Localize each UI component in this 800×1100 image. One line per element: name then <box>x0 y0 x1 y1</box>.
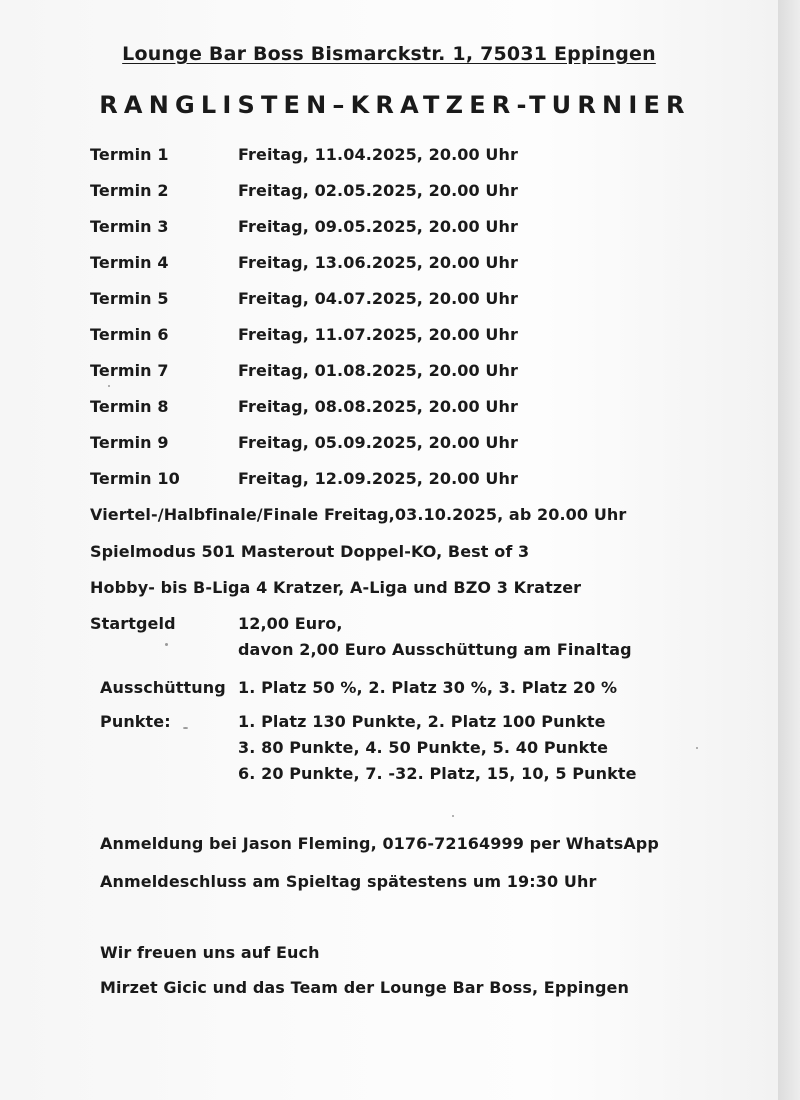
paper-edge <box>778 0 800 1100</box>
registration-line: Anmeldung bei Jason Fleming, 0176-72164999 per WhatsApp <box>100 834 659 853</box>
schedule-label: Termin 4 <box>90 253 169 272</box>
schedule-label: Termin 7 <box>90 361 169 380</box>
paper-speck <box>452 815 454 817</box>
paper-speck <box>165 643 168 646</box>
points-line: 6. 20 Punkte, 7. -32. Platz, 15, 10, 5 Punkte <box>238 764 637 783</box>
schedule-row <box>0 433 778 457</box>
finals-line: Viertel-/Halbfinale/Finale Freitag,03.10.2025, ab 20.00 Uhr <box>90 505 627 524</box>
payout-value: 1. Platz 50 %, 2. Platz 30 %, 3. Platz 20 % <box>238 678 618 697</box>
schedule-label: Termin 2 <box>90 181 169 200</box>
tournament-title: RANGLISTEN–KRATZER-TURNIER <box>99 91 691 119</box>
schedule-label: Termin 3 <box>90 217 169 236</box>
game-mode-line: Spielmodus 501 Masterout Doppel-KO, Best of 3 <box>90 542 530 561</box>
schedule-row <box>0 325 778 349</box>
schedule-row <box>0 361 778 385</box>
paper-speck <box>108 385 110 387</box>
schedule-date: Freitag, 05.09.2025, 20.00 Uhr <box>238 433 518 452</box>
schedule-label: Termin 8 <box>90 397 169 416</box>
entry-fee-label: Startgeld <box>90 614 176 633</box>
closing-greeting: Wir freuen uns auf Euch <box>100 943 320 962</box>
schedule-label: Termin 6 <box>90 325 169 344</box>
schedule-label: Termin 10 <box>90 469 180 488</box>
schedule-row <box>0 217 778 241</box>
schedule-row <box>0 253 778 277</box>
paper-speck <box>696 747 698 749</box>
points-label: Punkte: <box>100 712 171 731</box>
schedule-label: Termin 5 <box>90 289 169 308</box>
schedule-date: Freitag, 01.08.2025, 20.00 Uhr <box>238 361 518 380</box>
closing-signature: Mirzet Gicic und das Team der Lounge Bar Boss, Eppingen <box>100 978 629 997</box>
payout-label: Ausschüttung <box>100 678 226 697</box>
schedule-date: Freitag, 08.08.2025, 20.00 Uhr <box>238 397 518 416</box>
schedule-date: Freitag, 13.06.2025, 20.00 Uhr <box>238 253 518 272</box>
venue-header: Lounge Bar Boss Bismarckstr. 1, 75031 Eppingen <box>122 43 656 65</box>
schedule-row <box>0 145 778 169</box>
schedule-row <box>0 469 778 493</box>
schedule-label: Termin 9 <box>90 433 169 452</box>
entry-fee-note: davon 2,00 Euro Ausschüttung am Finaltag <box>238 640 632 659</box>
points-line: 3. 80 Punkte, 4. 50 Punkte, 5. 40 Punkte <box>238 738 609 757</box>
league-rules-line: Hobby- bis B-Liga 4 Kratzer, A-Liga und BZO 3 Kratzer <box>90 578 582 597</box>
paper-speck <box>183 727 188 729</box>
deadline-line: Anmeldeschluss am Spieltag spätestens um 19:30 Uhr <box>100 872 597 891</box>
schedule-date: Freitag, 12.09.2025, 20.00 Uhr <box>238 469 518 488</box>
schedule-date: Freitag, 04.07.2025, 20.00 Uhr <box>238 289 518 308</box>
schedule-date: Freitag, 11.04.2025, 20.00 Uhr <box>238 145 518 164</box>
schedule-date: Freitag, 11.07.2025, 20.00 Uhr <box>238 325 518 344</box>
schedule-date: Freitag, 09.05.2025, 20.00 Uhr <box>238 217 518 236</box>
schedule-date: Freitag, 02.05.2025, 20.00 Uhr <box>238 181 518 200</box>
schedule-row <box>0 181 778 205</box>
entry-fee-amount: 12,00 Euro, <box>238 614 343 633</box>
schedule-row <box>0 289 778 313</box>
points-line: 1. Platz 130 Punkte, 2. Platz 100 Punkte <box>238 712 606 731</box>
schedule-label: Termin 1 <box>90 145 169 164</box>
schedule-row <box>0 397 778 421</box>
